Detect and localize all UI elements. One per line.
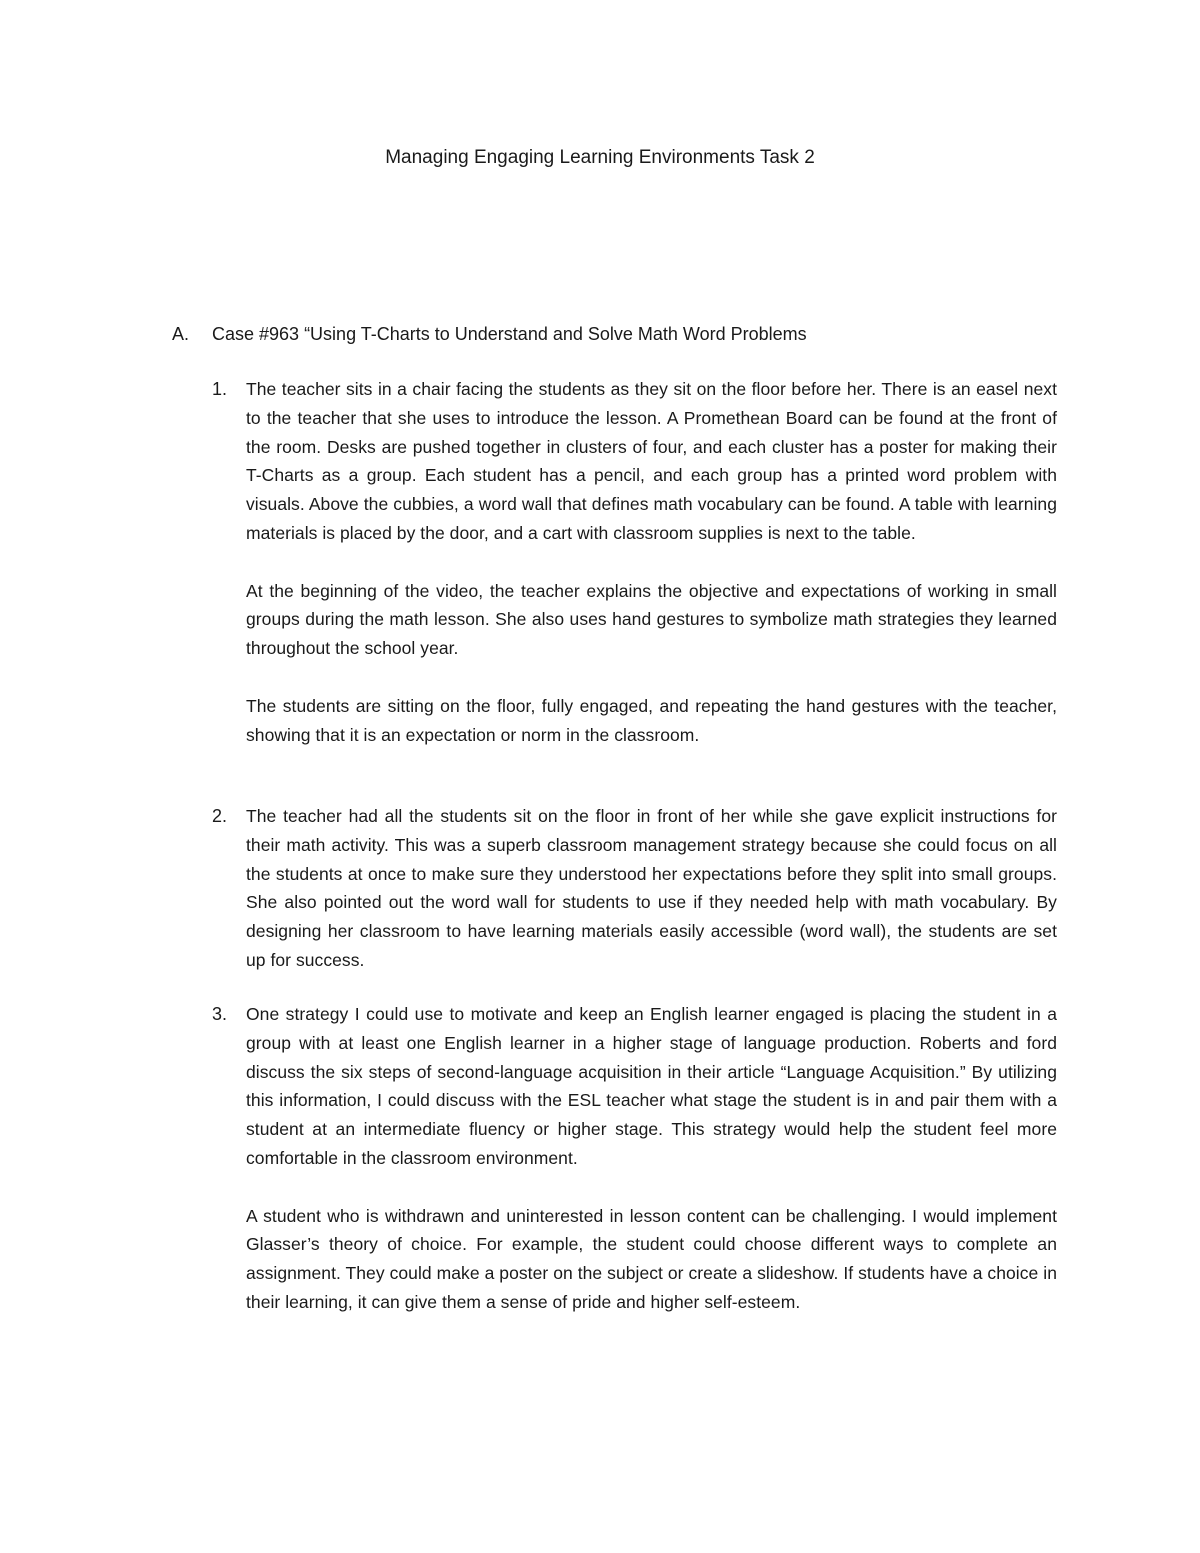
document-title: Managing Engaging Learning Environments Task 2	[385, 147, 815, 168]
paragraph: At the beginning of the video, the teacher explains the objective and expectations of working in small groups during the math lesson. She also uses hand gestures to symbolize math strategies they learned throughout the school year.	[246, 580, 1057, 659]
list-item-2	[212, 802, 1057, 975]
list-item-1	[212, 375, 1057, 749]
list-item-number: 2.	[212, 806, 228, 826]
list-item-number: 1.	[212, 379, 228, 399]
paragraph: The teacher had all the students sit on the floor in front of her while she gave explicit instructions for their math activity. This was a superb classroom management strategy because she could focus on all the students at once to make sure they understood her expectations before they split into small groups. She also pointed out the word wall for students to use if they needed help with math vocabulary. By designing her classroom to have learning materials easily accessible (word wall), the students are set up for success.	[246, 806, 1057, 970]
list-item-body	[246, 375, 1057, 749]
paragraph: One strategy I could use to motivate and keep an English learner engaged is placing the student in a group with at least one English learner in a higher stage of language production. Roberts and ford discuss the six steps of second-language acquisition in their article “Language Acquisition.” By utilizing this information, I could discuss with the ESL teacher what stage the student is in and pair them with a student at an intermediate fluency or higher stage. This strategy would help the student feel more comfortable in the classroom environment.	[246, 1004, 1057, 1168]
section-heading-text: Case #963 “Using T-Charts to Understand and Solve Math Word Problems	[212, 324, 807, 344]
section-letter: A.	[172, 324, 190, 344]
section-heading	[172, 322, 1072, 346]
list-item-body	[246, 1000, 1057, 1317]
list-item-number: 3.	[212, 1004, 228, 1024]
list-item-3	[212, 1000, 1057, 1317]
paragraph: A student who is withdrawn and uninterested in lesson content can be challenging. I would implement Glasser’s theory of choice. For example, the student could choose different ways to complete an assignment. They could make a poster on the subject or create a slideshow. If students have a choice in their learning, it can give them a sense of pride and higher self-esteem.	[246, 1205, 1057, 1312]
paragraph: The students are sitting on the floor, fully engaged, and repeating the hand gestures with the teacher, showing that it is an expectation or norm in the classroom.	[246, 695, 1057, 745]
list-item-body	[246, 802, 1057, 975]
paragraph: The teacher sits in a chair facing the students as they sit on the floor before her. There is an easel next to the teacher that she uses to introduce the lesson. A Promethean Board can be found at the front of the room. Desks are pushed together in clusters of four, and each cluster has a poster for making their T-Charts as a group. Each student has a pencil, and each group has a printed word problem with visuals. Above the cubbies, a word wall that defines math vocabulary can be found. A table with learning materials is placed by the door, and a cart with classroom supplies is next to the table.	[246, 379, 1057, 543]
